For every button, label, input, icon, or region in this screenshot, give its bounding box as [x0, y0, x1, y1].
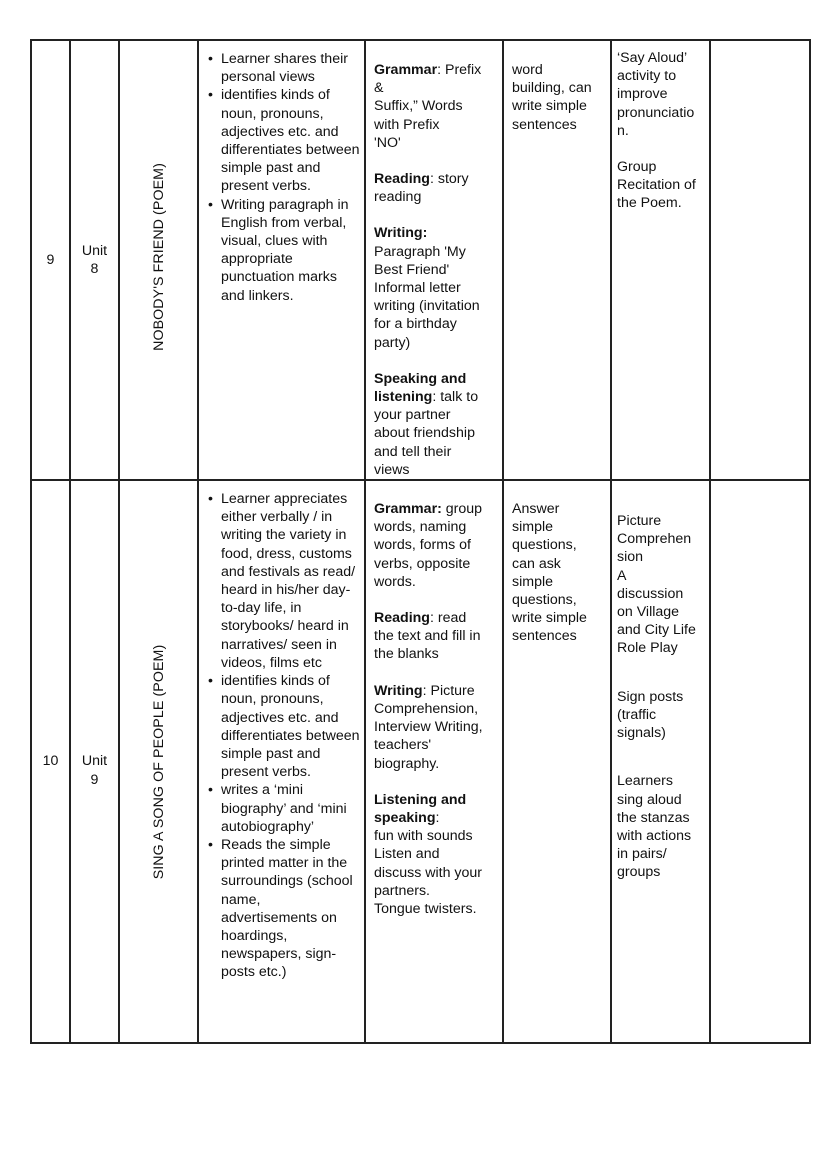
content-heading: Writing:: [374, 225, 428, 242]
chapter-title: SING A SONG OF PEOPLE (POEM): [150, 644, 167, 879]
title-cell: [119, 480, 198, 1043]
skills-cell: [503, 480, 611, 1043]
list-item: • Reads the simple printed matter in the surroundings (school name, advertisements on hoardings, newspapers, sign-posts etc.): [221, 836, 360, 982]
list-item: • Learner shares their personal views: [221, 50, 360, 86]
activities-cell: [611, 40, 710, 480]
content-block: [374, 370, 494, 479]
content-block: [374, 609, 494, 664]
row-number: 10: [42, 753, 59, 770]
content-block: [374, 224, 494, 351]
content-block: [374, 682, 494, 773]
outcomes-list: [201, 50, 360, 305]
title-cell: [119, 40, 198, 480]
content-cell: [365, 40, 503, 480]
skills-cell: [503, 40, 611, 480]
unit-label: Unit 8: [81, 242, 108, 278]
content-text: : story reading: [374, 171, 469, 206]
list-item: • writes a ‘mini biography’ and ‘mini autobiography’: [221, 781, 360, 836]
content-text: : read the text and fill in the blanks: [374, 610, 481, 663]
list-item: • identifies kinds of noun, pronouns, adjectives etc. and differentiates between simple past and present verbs.: [221, 86, 360, 195]
table-row-9: [31, 40, 810, 480]
content-heading: Listening and speaking: [374, 791, 467, 826]
activity-text: Picture Comprehen sion A discussion on Village and City Life Role Play: [617, 513, 696, 657]
activities-cell: [611, 480, 710, 1043]
content-block: [374, 500, 494, 591]
skills-text: Answer simple questions, can ask simple questions, write simple sentences: [512, 501, 587, 645]
content-heading: Grammar:: [374, 501, 442, 518]
content-heading: Writing: [374, 682, 423, 699]
activity-text: Sign posts (traffic signals): [617, 688, 684, 742]
content-text: : Prefix & Suffix,” Words with Prefix 'NO': [374, 62, 482, 151]
activity-text: Learners sing aloud the stanzas with actions in pairs/ groups: [617, 773, 692, 881]
table-row-10: [31, 480, 810, 1043]
content-text: Paragraph 'My Best Friend' Informal letter writing (invitation for a birthday party): [374, 243, 480, 351]
syllabus-table: [30, 39, 811, 1044]
content-heading: Grammar: [374, 62, 438, 78]
chapter-title: NOBODY'S FRIEND (POEM): [150, 163, 167, 351]
activity-text: Group Recitation of the Poem.: [617, 159, 696, 212]
outcomes-cell: [198, 40, 365, 480]
content-text: : talk to your partner about friendship and tell their views: [374, 389, 479, 478]
row-number-cell: [31, 480, 70, 1043]
unit-cell: [70, 40, 119, 480]
list-item: • identifies kinds of noun, pronouns, adjectives etc. and differentiates between simple past and present verbs.: [221, 672, 360, 781]
content-text: : Picture Comprehension, Interview Writing, teachers' biography.: [374, 682, 483, 772]
remarks-cell: [710, 40, 810, 480]
content-heading: Reading: [374, 171, 430, 188]
content-heading: Reading: [374, 610, 430, 627]
content-block: [374, 61, 494, 152]
content-text: : fun with sounds Listen and discuss with your partners. Tongue twisters.: [374, 809, 483, 917]
activity-text: ‘Say Aloud’ activity to improve pronunciatio n.: [617, 50, 695, 139]
list-item: • Writing paragraph in English from verbal, visual, clues with appropriate punctuation marks and linkers.: [221, 196, 360, 305]
content-block: [374, 791, 494, 918]
unit-cell: [70, 480, 119, 1043]
outcomes-cell: [198, 480, 365, 1043]
outcomes-list: [201, 490, 360, 981]
content-heading: Speaking and listening: [374, 370, 467, 406]
row-number: 9: [46, 251, 55, 268]
content-text: group words, naming words, forms of verbs, opposite words.: [374, 501, 483, 590]
unit-label: Unit 9: [81, 753, 108, 788]
content-cell: [365, 480, 503, 1043]
content-block: [374, 170, 494, 206]
remarks-cell: [710, 480, 810, 1043]
row-number-cell: [31, 40, 70, 480]
list-item: • Learner appreciates either verbally / in writing the variety in food, dress, customs and festivals as read/ heard in his/her day-to-day life, in storybooks/ heard in narratives/ seen in videos, films etc: [221, 490, 360, 672]
skills-text: word building, can write simple sentences: [512, 62, 592, 133]
